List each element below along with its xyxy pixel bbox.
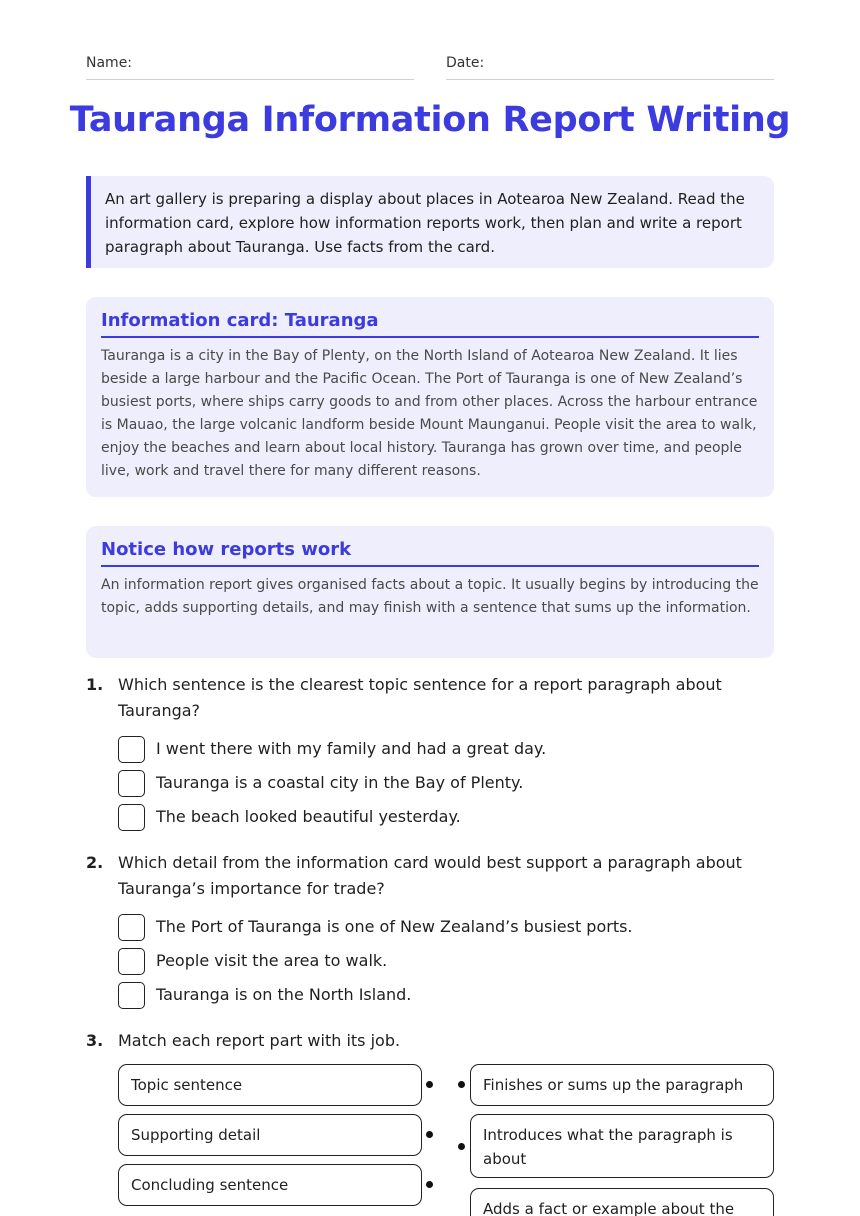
notice-card-text: An information report gives organised facts about a topic. It usually begins by introducing the topic, adds supporting details, and may finish with a sentence that sums up the information. [101,577,759,616]
match-label: Concluding sentence [131,1176,289,1194]
match-label: Introduces what the paragraph is about [483,1126,733,1168]
checkbox[interactable] [118,948,145,975]
question-stem: Which sentence is the clearest topic sentence for a report paragraph about Tauranga? [118,675,722,720]
intro-box [86,176,774,268]
question-number: 3. [86,1031,104,1050]
notice-card-heading: Notice how reports work [101,539,759,567]
name-date-row [86,52,774,80]
option-label: The Port of Tauranga is one of New Zealand’s busiest ports. [156,917,633,936]
match-label: Finishes or sums up the paragraph [483,1076,744,1094]
information-card-heading: Information card: Tauranga [101,310,759,338]
match-dot-left-1[interactable] [426,1081,433,1088]
match-left-1[interactable] [118,1064,422,1106]
option-label: The beach looked beautiful yesterday. [156,807,461,826]
match-left-3[interactable] [118,1164,422,1206]
question-1 [86,672,774,832]
name-field[interactable] [86,52,414,80]
question-3 [86,1028,774,1216]
match-label: Topic sentence [131,1076,243,1094]
question-2 [86,850,774,1010]
checkbox[interactable] [118,982,145,1009]
match-dot-right-2[interactable] [458,1143,465,1150]
question-number: 1. [86,675,104,694]
date-field[interactable] [446,52,774,80]
question-number: 2. [86,853,104,872]
match-dot-left-2[interactable] [426,1131,433,1138]
match-label: Supporting detail [131,1126,261,1144]
name-label: Name: [86,55,133,71]
information-card [86,297,774,497]
option-label: Tauranga is a coastal city in the Bay of Plenty. [156,773,524,792]
option-label: People visit the area to walk. [156,951,388,970]
match-right-1[interactable] [470,1064,774,1106]
question-stem: Match each report part with its job. [118,1031,401,1050]
question-stem: Which detail from the information card would best support a paragraph about Tauranga’s importance for trade? [118,853,742,898]
match-left-2[interactable] [118,1114,422,1156]
page-title: Tauranga Information Report Writing [69,100,791,140]
match-right-2[interactable] [470,1114,774,1178]
match-label: Adds a fact or example about the [483,1200,735,1216]
notice-card [86,526,774,658]
date-label: Date: [446,55,485,71]
option-label: Tauranga is on the North Island. [156,985,412,1004]
checkbox[interactable] [118,736,145,763]
option-label: I went there with my family and had a great day. [156,739,547,758]
match-right-3[interactable] [470,1188,774,1216]
intro-text: An art gallery is preparing a display about places in Aotearoa New Zealand. Read the information card, explore how information reports work, then plan and write a report paragraph about Tauranga. Use facts from the card. [105,190,745,256]
information-card-text: Tauranga is a city in the Bay of Plenty, on the North Island of Aotearoa New Zealand. It lies beside a large harbour and the Pacific Ocean. The Port of Tauranga is one of New Zealand’s busiest ports, where ships carry goods to and from other places. Across the harbour entrance is Mauao, the large volcanic landform beside Mount Maunganui. People visit the area to walk, enjoy the beaches and learn about local history. Tauranga has grown over time, and people live, work and travel there for many different reasons. [101,348,758,479]
checkbox[interactable] [118,804,145,831]
match-dot-right-1[interactable] [458,1081,465,1088]
checkbox[interactable] [118,770,145,797]
checkbox[interactable] [118,914,145,941]
match-dot-left-3[interactable] [426,1181,433,1188]
